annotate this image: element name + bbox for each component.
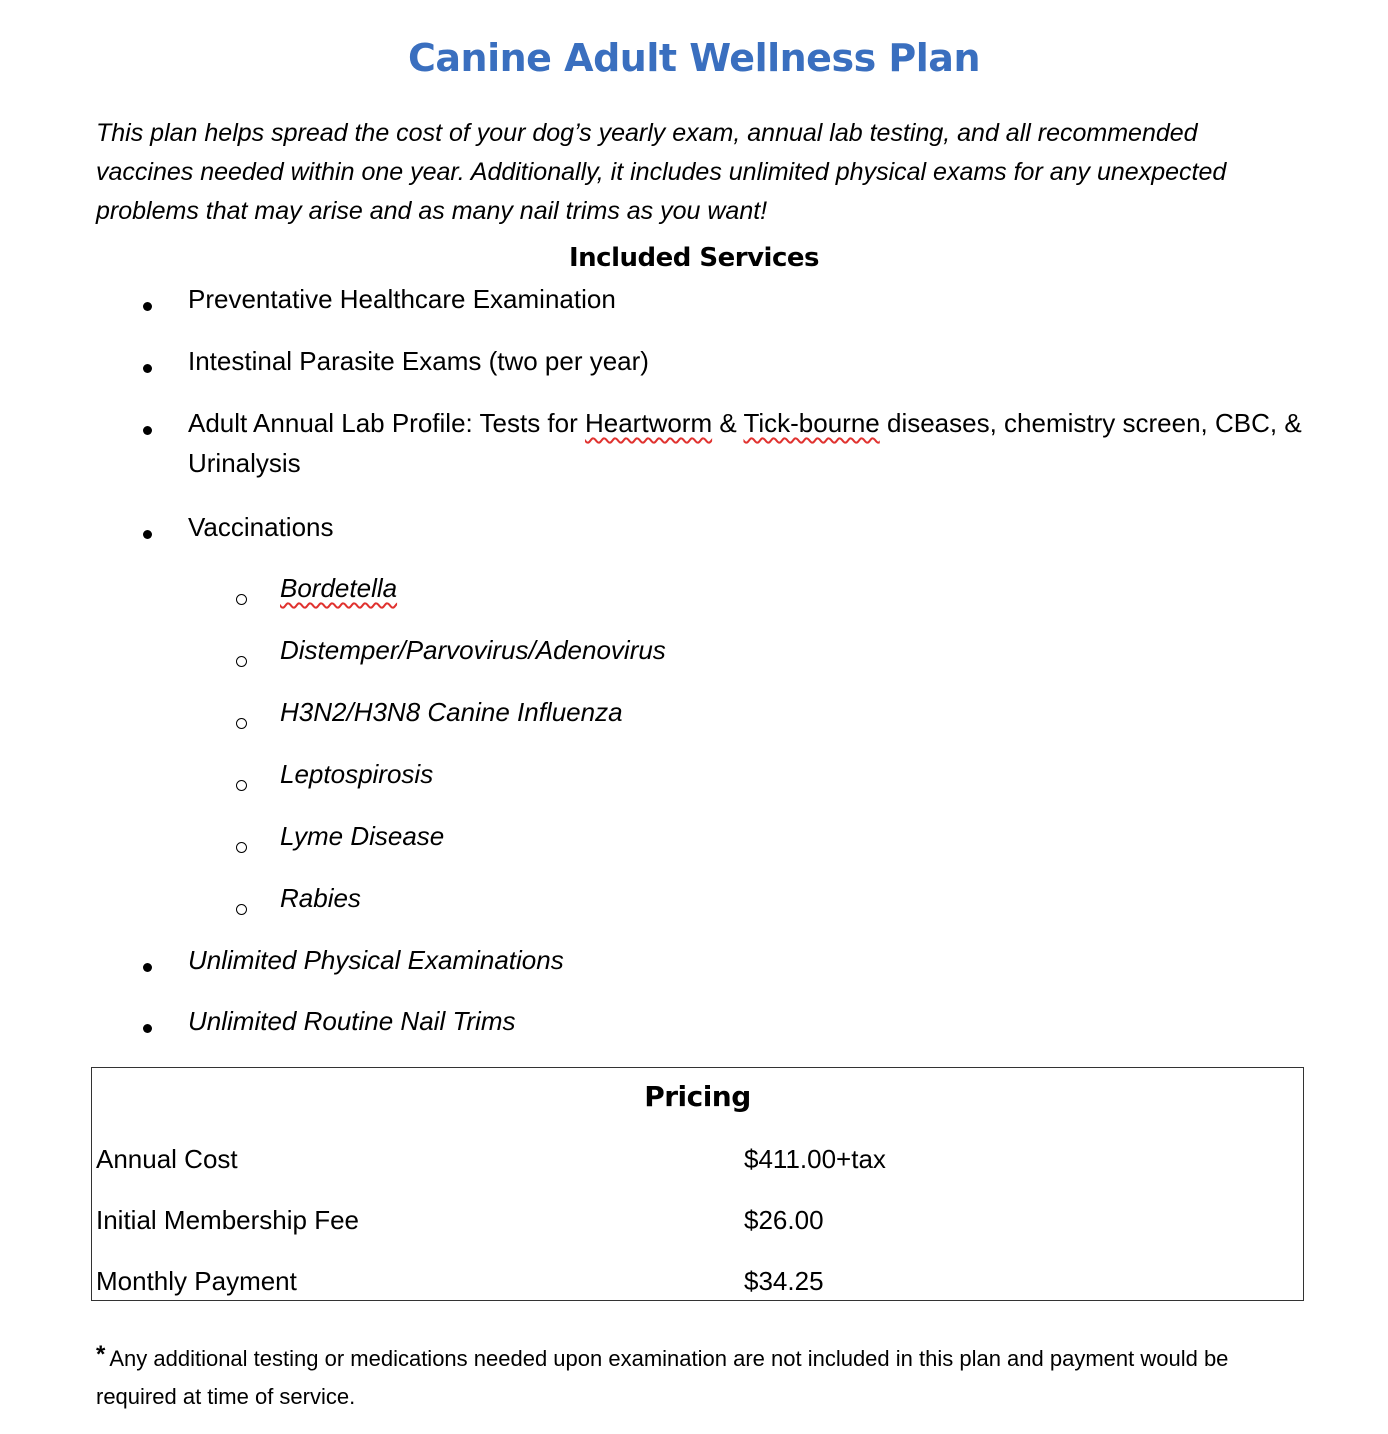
misspelled-word[interactable]: Tick-bourne xyxy=(743,408,880,438)
pricing-label: Monthly Payment xyxy=(96,1266,297,1296)
footnote-text: Any additional testing or medications needed upon examination are not included in this plan and payment would be required at time of service. xyxy=(96,1346,1229,1409)
bullet-icon xyxy=(143,530,152,539)
hollow-bullet-icon xyxy=(236,718,247,729)
pricing-label: Annual Cost xyxy=(96,1144,238,1174)
hollow-bullet-icon xyxy=(236,780,247,791)
page-title: Canine Adult Wellness Plan xyxy=(408,36,980,80)
services-heading: Included Services xyxy=(569,243,819,273)
bullet-icon xyxy=(143,426,152,435)
bullet-icon xyxy=(143,302,152,311)
hollow-bullet-icon xyxy=(236,594,247,605)
bullet-icon xyxy=(143,364,152,373)
bullet-icon xyxy=(143,1024,152,1033)
list-item-text: Unlimited Routine Nail Trims xyxy=(188,1006,516,1036)
pricing-label: Initial Membership Fee xyxy=(96,1205,359,1235)
pricing-value: $411.00+tax xyxy=(744,1144,886,1174)
pricing-value: $26.00 xyxy=(744,1205,824,1235)
sublist-item-text[interactable]: Bordetella xyxy=(280,573,398,603)
sublist-item-text: Distemper/Parvovirus/Adenovirus xyxy=(280,635,666,665)
list-item-text: Vaccinations xyxy=(188,512,334,542)
sublist-item-text: Lyme Disease xyxy=(280,821,445,851)
bullet-icon xyxy=(143,963,152,972)
sublist-item-text: Rabies xyxy=(280,883,361,913)
list-item-text xyxy=(188,403,1318,483)
list-item-text: Unlimited Physical Examinations xyxy=(188,945,564,975)
pricing-table xyxy=(91,1067,1304,1301)
list-item-text: Intestinal Parasite Exams (two per year) xyxy=(188,346,649,376)
footnote-marker: * xyxy=(96,1341,106,1368)
list-item-text: Preventative Healthcare Examination xyxy=(188,284,616,314)
text-run: diseases, chemistry screen, CBC, & Urinalysis xyxy=(188,408,1302,478)
misspelled-word[interactable]: Heartworm xyxy=(584,408,713,438)
hollow-bullet-icon xyxy=(236,842,247,853)
footnote xyxy=(96,1340,1306,1416)
sublist-item-text: H3N2/H3N8 Canine Influenza xyxy=(280,697,623,727)
pricing-value: $34.25 xyxy=(744,1266,824,1296)
intro-paragraph: This plan helps spread the cost of your dog’s yearly exam, annual lab testing, and all recommended vaccines needed within one year. Additionally, it includes unlimited physical exams for any unexpected problems that may arise and as many nail trims as you want! xyxy=(96,119,1227,225)
pricing-heading: Pricing xyxy=(644,1080,751,1113)
sublist-item-text: Leptospirosis xyxy=(280,759,434,789)
hollow-bullet-icon xyxy=(236,904,247,915)
text-run: & xyxy=(712,408,744,438)
hollow-bullet-icon xyxy=(236,656,247,667)
text-run: Adult Annual Lab Profile: Tests for xyxy=(188,408,585,438)
